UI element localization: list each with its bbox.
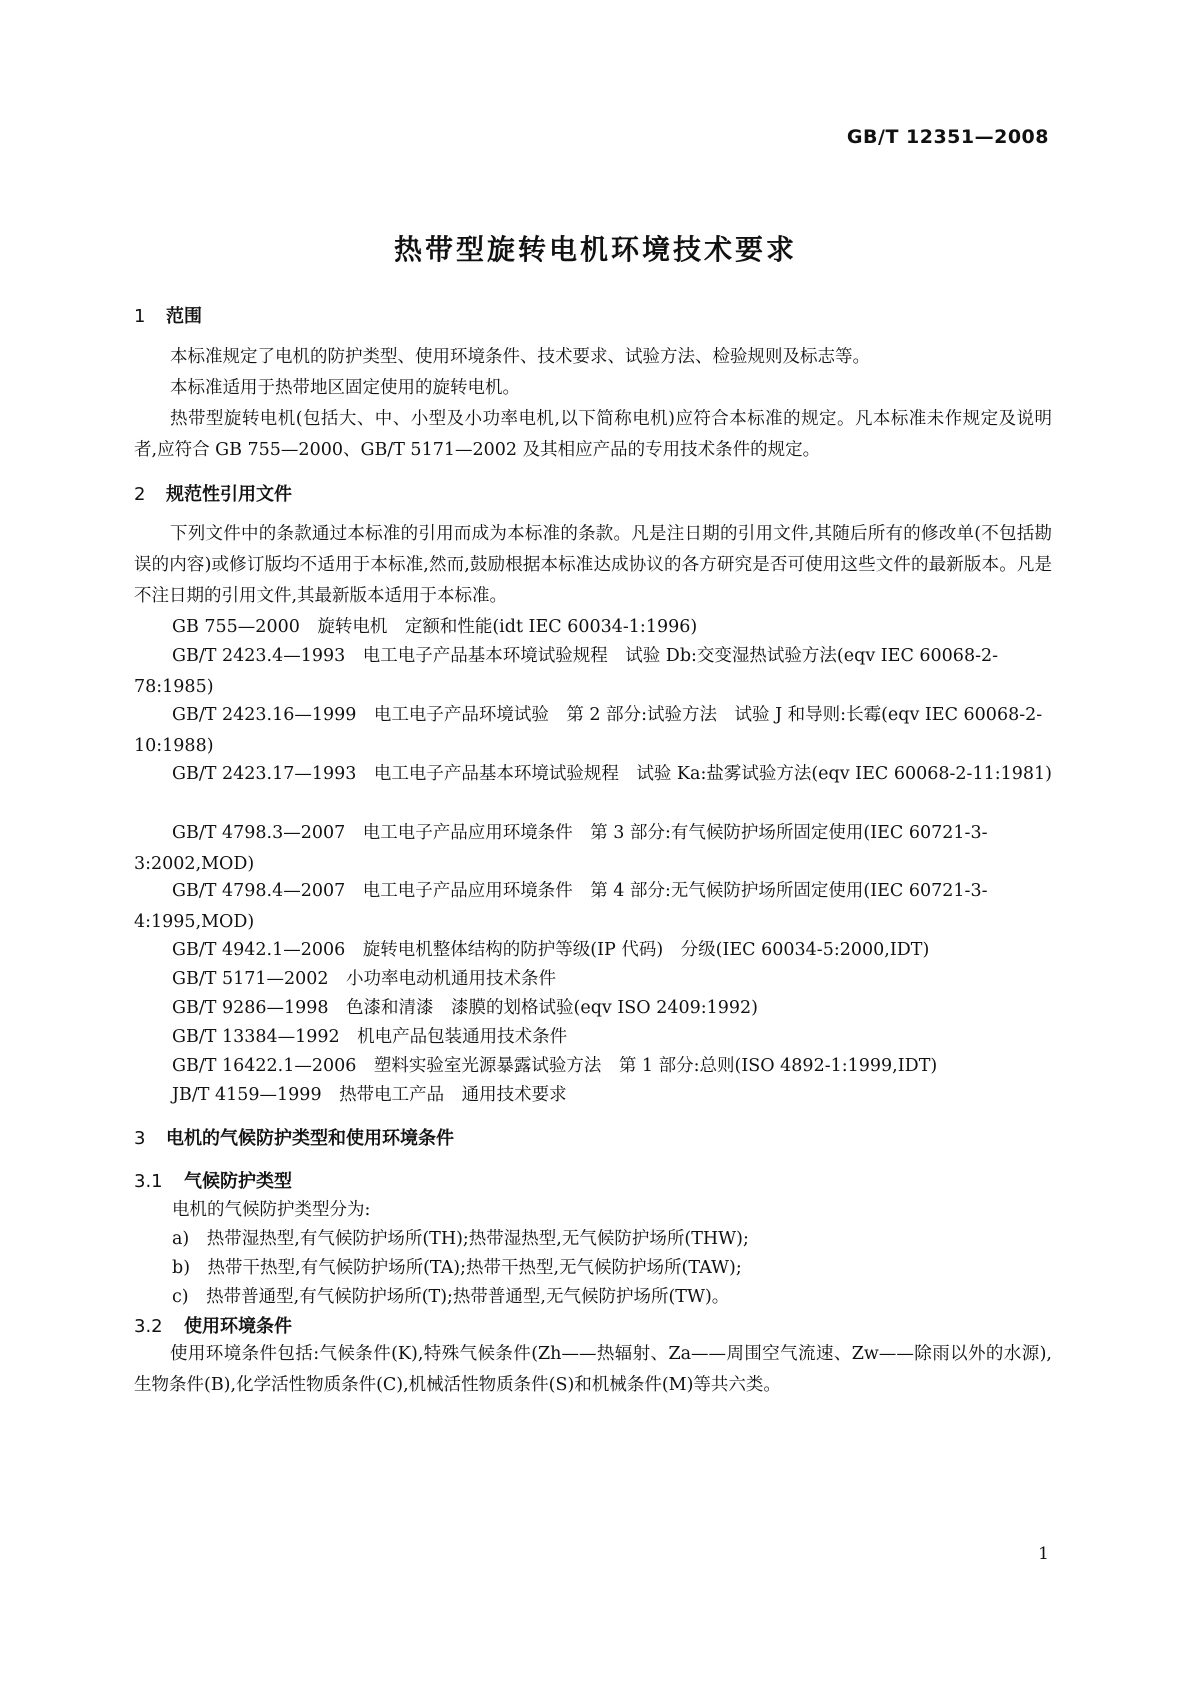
paragraph: 电机的气候防护类型分为: [172,1200,371,1220]
list-item: a) 热带湿热型,有气候防护场所(TH);热带湿热型,无气候防护场所(THW); [172,1229,749,1249]
reference-item: GB/T 5171—2002 小功率电动机通用技术条件 [172,969,557,989]
reference-item: GB/T 16422.1—2006 塑料实验室光源暴露试验方法 第 1 部分:总则(ISO 4892-1:1999,IDT) [172,1056,938,1076]
section-number: 3.1 [134,1171,163,1192]
section-title: 规范性引用文件 [166,484,292,505]
section-number: 2 [134,484,146,505]
section-number: 3.2 [134,1316,163,1337]
reference-item: GB/T 4942.1—2006 旋转电机整体结构的防护等级(IP 代码) 分级(IEC 60034-5:2000,IDT) [172,940,930,960]
reference-item: GB/T 2423.16—1999 电工电子产品环境试验 第 2 部分:试验方法 试验 J 和导则:长霉(eqv IEC 60068-2-10:1988) [134,705,1043,756]
section-2-heading [134,480,292,506]
paragraph: 本标准规定了电机的防护类型、使用环境条件、技术要求、试验方法、检验规则及标志等。 [170,347,870,367]
section-title: 使用环境条件 [184,1316,292,1337]
section-3-1-heading [134,1167,292,1193]
document-title: 热带型旋转电机环境技术要求 [393,233,797,266]
paragraph: 本标准适用于热带地区固定使用的旋转电机。 [170,378,520,398]
reference-item: GB/T 4798.3—2007 电工电子产品应用环境条件 第 3 部分:有气候防护场所固定使用(IEC 60721-3-3:2002,MOD) [134,823,988,874]
reference-item: GB/T 9286—1998 色漆和清漆 漆膜的划格试验(eqv ISO 2409:1992) [172,998,758,1018]
reference-item: GB/T 4798.4—2007 电工电子产品应用环境条件 第 4 部分:无气候防护场所固定使用(IEC 60721-3-4:1995,MOD) [134,881,988,932]
section-title: 气候防护类型 [184,1171,292,1192]
section-title: 范围 [166,306,202,327]
standard-number: GB/T 12351—2008 [846,126,1049,148]
reference-item: GB 755—2000 旋转电机 定额和性能(idt IEC 60034-1:1996) [172,617,698,637]
paragraph: 使用环境条件包括:气候条件(K),特殊气候条件(Zh——热辐射、Za——周围空气流速、Zw——除雨以外的水源),生物条件(B),化学活性物质条件(C),机械活性物质条件(S)和机械条件(M)等共六类。 [134,1344,1052,1395]
section-3-heading [134,1124,454,1150]
reference-item: GB/T 2423.4—1993 电工电子产品基本环境试验规程 试验 Db:交变湿热试验方法(eqv IEC 60068-2-78:1985) [134,646,999,697]
section-number: 1 [134,306,146,327]
section-number: 3 [134,1128,146,1149]
section-title: 电机的气候防护类型和使用环境条件 [166,1128,454,1149]
page-number: 1 [1038,1544,1049,1564]
paragraph: 下列文件中的条款通过本标准的引用而成为本标准的条款。凡是注日期的引用文件,其随后所有的修改单(不包括勘误的内容)或修订版均不适用于本标准,然而,鼓励根据本标准达成协议的各方研究是否可使用这些文件的最新版本。凡是不注日期的引用文件,其最新版本适用于本标准。 [134,524,1052,606]
paragraph: 热带型旋转电机(包括大、中、小型及小功率电机,以下简称电机)应符合本标准的规定。凡本标准未作规定及说明者,应符合 GB 755—2000、GB/T 5171—2002 及其相应产品的专用技术条件的规定。 [134,409,1052,460]
section-1-heading [134,302,202,328]
reference-item: GB/T 2423.17—1993 电工电子产品基本环境试验规程 试验 Ka:盐雾试验方法(eqv IEC 60068-2-11:1981) [172,764,1052,784]
list-item: c) 热带普通型,有气候防护场所(T);热带普通型,无气候防护场所(TW)。 [172,1287,730,1307]
list-item: b) 热带干热型,有气候防护场所(TA);热带干热型,无气候防护场所(TAW); [172,1258,742,1278]
section-3-2-heading [134,1312,292,1338]
reference-item: JB/T 4159—1999 热带电工产品 通用技术要求 [172,1085,567,1105]
reference-item: GB/T 13384—1992 机电产品包装通用技术条件 [172,1027,568,1047]
